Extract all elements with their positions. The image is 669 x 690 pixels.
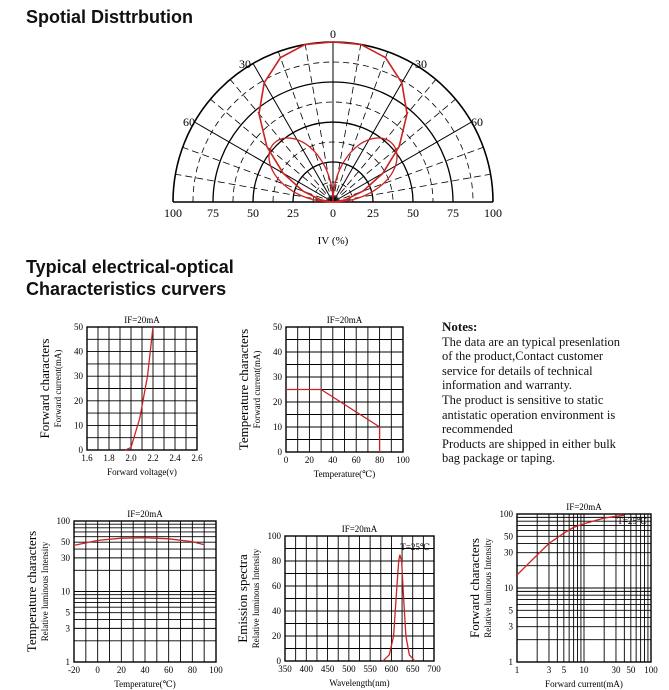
- x-tick-label: 350: [278, 664, 292, 674]
- chart-annotation: T=25℃: [617, 516, 647, 526]
- emission-chart: [235, 524, 441, 688]
- y-tick-label: 20: [74, 395, 83, 406]
- temp-current-chart: [236, 315, 410, 479]
- x-tick-label: 550: [363, 664, 377, 674]
- x-tick-label: 1.8: [103, 453, 115, 463]
- polar-radial-tick: 75: [207, 206, 219, 220]
- x-tick-label: 60: [351, 455, 361, 465]
- y-axis-label: Forward characters: [467, 538, 482, 638]
- y-tick-label: 3: [65, 623, 70, 634]
- x-axis-label: Forward voltage(v): [107, 467, 177, 477]
- y-tick-label: 50: [61, 537, 70, 548]
- x-tick-label: 600: [384, 664, 399, 674]
- x-tick-label: 40: [328, 455, 338, 465]
- note-line: antistatic operation environment is: [442, 407, 616, 422]
- y-tick-label: 20: [273, 397, 282, 407]
- note-line: of the product,Contact customer: [442, 349, 604, 364]
- x-tick-label: 0: [283, 455, 289, 465]
- polar-spoke: [210, 99, 333, 202]
- y-axis-label: Emission spectra: [235, 554, 250, 643]
- polar-radial-tick: 50: [247, 206, 259, 220]
- y-tick-label: 10: [504, 583, 513, 593]
- spatial-chart: [164, 27, 502, 247]
- x-tick-label: 100: [396, 455, 410, 465]
- y-tick-label: 10: [61, 586, 70, 597]
- x-tick-label: 20: [304, 455, 314, 465]
- x-tick-label: 650: [405, 664, 420, 674]
- polar-angle-label: 30: [239, 57, 251, 71]
- x-tick-label: 400: [299, 664, 314, 674]
- x-tick-label: 30: [611, 665, 621, 675]
- y-tick-label: 100: [499, 509, 513, 519]
- x-tick-label: 100: [644, 665, 658, 675]
- polar-radial-tick: 25: [287, 206, 299, 220]
- y-tick-label: 30: [74, 371, 83, 382]
- x-tick-label: 20: [116, 665, 126, 675]
- x-tick-label: 0: [95, 665, 100, 675]
- polar-spoke: [333, 79, 436, 202]
- y-axis-sublabel: Forward current(mA): [53, 349, 63, 428]
- polar-angle-label: 60: [183, 115, 195, 129]
- notes-title: Notes:: [442, 319, 478, 334]
- y-tick-label: 0: [276, 656, 281, 666]
- polar-spoke: [230, 79, 333, 202]
- x-tick-label: 450: [320, 664, 335, 674]
- y-tick-label: 20: [272, 631, 281, 641]
- polar-radial-tick: 50: [407, 206, 419, 220]
- y-tick-label: 3: [508, 621, 513, 632]
- note-line: bag package or taping.: [442, 451, 556, 466]
- y-tick-label: 0: [78, 445, 83, 455]
- chart-title: IF=20mA: [326, 315, 363, 325]
- forward-voltage-chart: [37, 315, 203, 477]
- y-tick-label: 50: [273, 322, 282, 332]
- x-tick-label: 10: [579, 665, 589, 675]
- x-tick-label: 100: [209, 665, 223, 675]
- y-axis-label: Temperature characters: [236, 328, 251, 451]
- y-axis-label: Temperature characters: [24, 530, 39, 653]
- note-line: The product is sensitive to static: [442, 392, 604, 407]
- y-tick-label: 50: [504, 531, 513, 542]
- x-tick-label: 2.0: [125, 453, 137, 463]
- y-tick-label: 80: [272, 556, 281, 566]
- y-tick-label: 5: [65, 607, 70, 618]
- chart-title: IF=20mA: [124, 315, 160, 325]
- y-tick-label: 0: [277, 447, 282, 457]
- x-tick-label: 700: [427, 664, 441, 674]
- x-tick-label: 50: [626, 665, 636, 675]
- y-tick-label: 30: [273, 372, 282, 382]
- y-axis-sublabel: Forward current(mA): [252, 350, 262, 429]
- x-tick-label: 500: [342, 664, 356, 674]
- polar-radial-tick: 100: [164, 206, 182, 220]
- polar-angle-label: 60: [471, 115, 483, 129]
- note-line: information and warranty.: [442, 378, 573, 393]
- polar-angle-label: 0: [330, 27, 336, 41]
- note-line: The data are an typical presenlation: [442, 334, 621, 349]
- notes-lines: [442, 335, 662, 466]
- x-tick-label: 60: [164, 665, 174, 675]
- x-axis-label: Temperature(℃): [313, 469, 376, 479]
- y-tick-label: 5: [508, 605, 513, 616]
- temp-luminous-chart: [24, 509, 223, 689]
- y-tick-label: 100: [267, 531, 281, 541]
- x-tick-label: 80: [375, 455, 385, 465]
- x-tick-label: 1.6: [81, 453, 93, 463]
- forward-current-chart: [467, 502, 658, 689]
- y-tick-label: 30: [61, 552, 70, 563]
- notes-block: [442, 320, 662, 466]
- x-tick-label: 3: [546, 665, 552, 675]
- x-axis-label: Forward current(mA): [545, 679, 623, 689]
- polar-radial-tick: 100: [484, 206, 502, 220]
- typical-heading-line1: Typical electrical-optical: [26, 257, 234, 277]
- x-tick-label: 5: [561, 665, 567, 675]
- polar-radial-tick: 75: [447, 206, 459, 220]
- y-tick-label: 10: [273, 422, 282, 432]
- x-axis-label: Temperature(℃): [114, 679, 176, 689]
- y-tick-label: 1: [508, 657, 513, 667]
- series-line: [74, 538, 204, 546]
- x-axis-label: Wavelength(nm): [329, 678, 390, 688]
- y-tick-label: 40: [272, 606, 281, 616]
- x-tick-label: 2.2: [147, 453, 159, 463]
- x-tick-label: 40: [140, 665, 150, 675]
- y-tick-label: 40: [273, 347, 282, 357]
- polar-angle-label: 30: [415, 57, 427, 71]
- y-tick-label: 1: [65, 657, 70, 667]
- x-tick-label: -20: [68, 665, 80, 675]
- note-line: service for details of technical: [442, 363, 593, 378]
- chart-annotation: T=25℃: [400, 542, 430, 552]
- series-line: [383, 555, 415, 661]
- y-tick-label: 40: [74, 346, 83, 357]
- spatial-heading: Spotial Disttrbution: [26, 7, 193, 27]
- polar-radial-tick: 25: [367, 206, 379, 220]
- y-axis-label: Forward characters: [37, 338, 52, 439]
- y-axis-sublabel: Relative luminous Intensity: [483, 538, 493, 638]
- note-line: recommended: [442, 422, 513, 437]
- chart-title: IF=20mA: [341, 524, 378, 534]
- y-tick-label: 100: [56, 516, 70, 526]
- y-tick-label: 50: [74, 322, 83, 332]
- y-axis-sublabel: Relative luminous Intensity: [251, 548, 261, 649]
- typical-heading-line2: Characteristics curvers: [26, 279, 227, 299]
- polar-spoke: [333, 99, 456, 202]
- x-tick-label: 1: [514, 665, 520, 675]
- x-tick-label: 2.4: [169, 453, 181, 463]
- y-tick-label: 10: [74, 420, 83, 431]
- y-axis-sublabel: Relative luminous Intensity: [40, 541, 50, 642]
- x-tick-label: 2.6: [191, 453, 203, 463]
- chart-title: IF=20mA: [566, 502, 602, 512]
- polar-radial-tick: 0: [330, 206, 336, 220]
- chart-title: IF=20mA: [127, 509, 163, 519]
- y-tick-label: 30: [504, 547, 513, 558]
- note-line: Products are shipped in either bulk: [442, 436, 616, 451]
- polar-xlabel: IV (%): [317, 235, 349, 247]
- x-tick-label: 80: [187, 665, 197, 675]
- y-tick-label: 60: [272, 581, 281, 591]
